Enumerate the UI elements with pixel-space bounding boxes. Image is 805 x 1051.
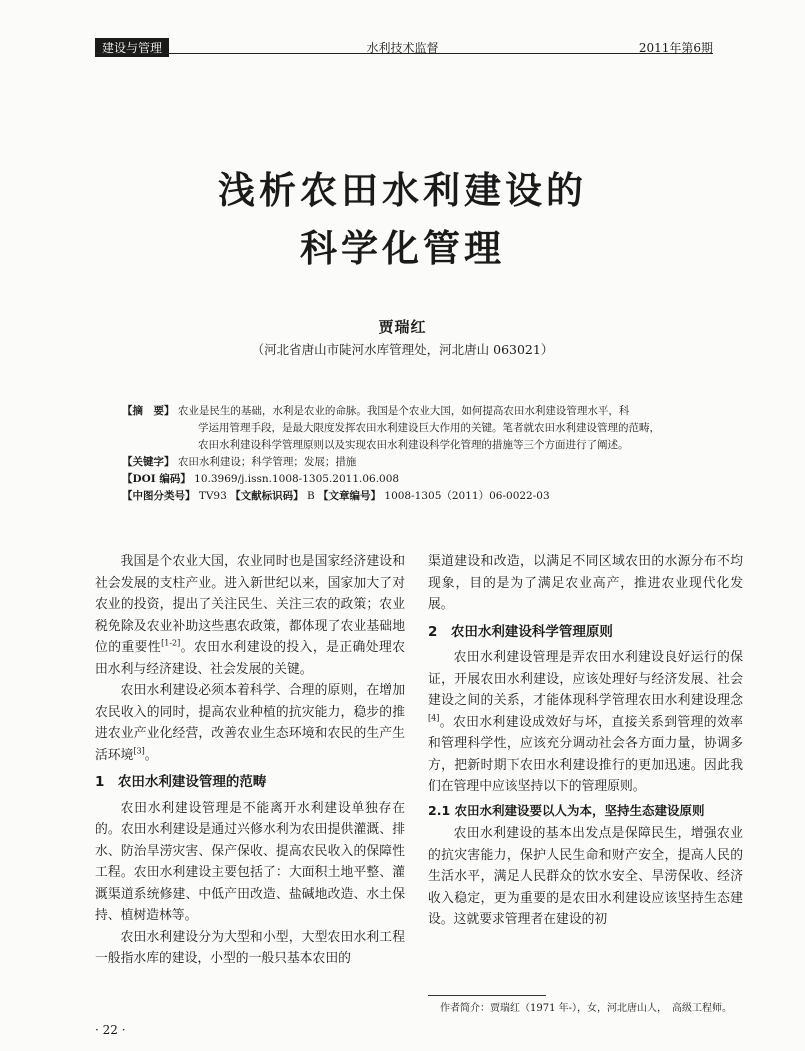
abstract-line-3: 农田水利建设科学管理原则以及实现农田水利建设科学化管理的措施等三个方面进行了阐述。 — [198, 439, 629, 451]
affiliation: （河北省唐山市陡河水库管理处，河北唐山 063021） — [251, 342, 554, 357]
title-line-1: 浅析农田水利建设的 — [218, 168, 587, 212]
text: 农田水利建设必须本着科学、合理的原则，在增加农民收入的同时，提高农业种植的抗灾能力，稳步的推进农业产业化经营，改善农业生态环境和农民的生产生活环境 — [95, 683, 405, 763]
doc-code-value: B — [306, 490, 315, 502]
article-no-value: 1008-1305（2011）06-0022-03 — [384, 490, 550, 502]
doi-label: 【DOI 编码】 — [122, 473, 191, 485]
text: 我国是个农业大国，农业同时也是国家经济建设和社会发展的支柱产业。进入新世纪以来，国家加大了对农业的投资，提出了关注民生、关注三农的政策；农业税免除及农业补助这些惠农政策，都体现了农业基础地位的重要性 — [95, 554, 405, 655]
header-rule — [95, 53, 713, 54]
abstract-label: 【摘 要】 — [122, 405, 175, 417]
subsection-heading-2-1: 2.1 农田水利建设要以人为本，坚持生态建设原则 — [428, 802, 705, 818]
text: 。 — [144, 747, 158, 763]
author-footnote: 作者简介：贾瑞红（1971 年-），女，河北唐山人， 高级工程师。 — [440, 1003, 733, 1014]
section-heading-1: 1 农田水利建设管理的范畴 — [95, 774, 267, 790]
page-number: · 22 · — [95, 1023, 126, 1037]
section-heading-2: 2 农田水利建设科学管理原则 — [428, 623, 613, 640]
abstract — [122, 403, 705, 505]
journal-name: 水利技术监督 — [366, 41, 439, 55]
issue-label: 2011年第6期 — [638, 41, 713, 55]
doi-text: 10.3969/j.issn.1008-1305.2011.06.008 — [194, 473, 400, 485]
keywords-text: 农田水利建设；科学管理；发展；措施 — [177, 456, 357, 468]
abstract-line-2: 学运用管理手段，是最大限度发挥农田水利建设巨大作用的关键。笔者就农田水利建设管理的范畴， — [198, 422, 660, 434]
text: 。农田水利建设的投入，是正确处理农田水利与经济建设、社会发展的关键。 — [95, 640, 406, 677]
clc-value: TV93 — [198, 490, 227, 502]
paragraph — [95, 551, 405, 680]
section-tag: 建设与管理 — [95, 38, 169, 57]
keywords-label: 【关键字】 — [122, 456, 175, 468]
paragraph — [95, 680, 405, 766]
title-line-2: 科学化管理 — [300, 226, 505, 270]
right-column — [428, 551, 743, 931]
citation: [1-2] — [161, 638, 181, 648]
abstract-line-1: 农业是民生的基础，水利是农业的命脉。我国是个农业大国，如何提高农田水利建设管理水平，科 — [177, 405, 630, 417]
clc-label: 【中图分类号】 — [122, 490, 196, 502]
paragraph: 农田水利建设的基本出发点是保障民生，增强农业的抗灾害能力，保护人民生命和财产安全，提高人民的生活水平，满足人民群众的饮水安全、旱涝保收、经济收入稳定，更为重要的是农田水利建设应该坚持生态建设。这就要求管理者在建设的初 — [428, 826, 743, 927]
paragraph: 农田水利建设管理是不能离开水利建设单独存在的。农田水利建设是通过兴修水利为农田提供灌溉、排水、防治旱涝灾害、保产保收、提高农民收入的保障性工程。农田水利建设主要包括了：大面积土地平整、灌溉渠道系统修建、中低产田改造、盐碱地改造、水土保持、植树造林等。 — [95, 800, 405, 923]
author-name: 贾瑞红 — [378, 318, 427, 336]
footnote-rule — [428, 995, 546, 996]
paragraph — [428, 647, 743, 798]
paragraph: 渠道建设和改造，以满足不同区域农田的水源分布不均现象，目的是为了满足农业高产，推进农业现代化发展。 — [428, 554, 743, 612]
paragraph: 农田水利建设分为大型和小型，大型农田水利工程一般指水库的建设，小型的一般只基本农田的 — [95, 929, 405, 966]
text: 农田水利建设管理是弄农田水利建设良好运行的保证，开展农田水利建设，应该处理好与经济发展、社会建设之间的关系，才能体现科学管理农田水利建设理念 — [428, 650, 743, 708]
left-column — [95, 551, 405, 970]
article-no-label: 【文章编号】 — [318, 490, 382, 502]
doc-code-label: 【文献标识码】 — [230, 490, 304, 502]
text: 。农田水利建设成效好与坏，直接关系到管理的效率和管理科学性，应该充分调动社会各方面力量，协调多方，把新时期下农田水利建设推行的更加迅速。因此我们在管理中应该坚持以下的管理原则。 — [428, 714, 743, 794]
citation: [3] — [133, 746, 145, 756]
citation: [4] — [428, 713, 440, 723]
